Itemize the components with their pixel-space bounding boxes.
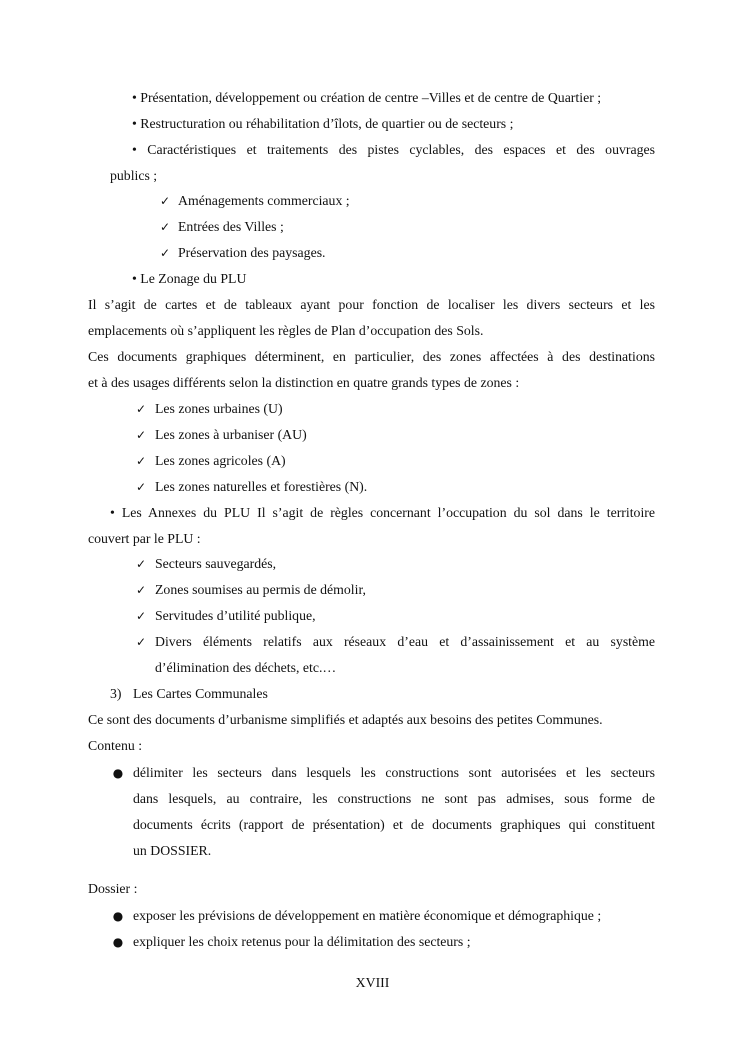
checkmark-icon: ✓	[159, 220, 171, 234]
zone-item: Les zones à urbaniser (AU)	[155, 427, 307, 442]
checkmark-icon: ✓	[135, 609, 147, 623]
contenu-label: Contenu :	[88, 738, 143, 753]
bullet-caracteristiques-cont: publics ;	[110, 168, 158, 183]
annex-item: Zones soumises au permis de démolir,	[155, 582, 366, 597]
annex-item: Divers éléments relatifs aux réseaux d’eau et d’assainissement et au système	[155, 634, 655, 649]
annex-item: Secteurs sauvegardés,	[155, 556, 277, 571]
paragraph-line: emplacements où s’appliquent les règles de Plan d’occupation des Sols.	[88, 323, 484, 338]
sub-item: Aménagements commerciaux ;	[178, 193, 350, 208]
bullet-zonage: • Le Zonage du PLU	[132, 271, 247, 286]
bullet-presentation: • Présentation, développement ou création de centre –Villes et de centre de Quartier ;	[132, 90, 602, 105]
paragraph-line: Ces documents graphiques déterminent, en particulier, des zones affectées à des destinations	[88, 349, 655, 364]
section-title: Les Cartes Communales	[133, 686, 268, 701]
bullet-restructuration: • Restructuration ou réhabilitation d’îlots, de quartier ou de secteurs ;	[132, 116, 514, 131]
zone-item: Les zones agricoles (A)	[155, 453, 286, 468]
checkmark-icon: ✓	[159, 194, 171, 208]
page-number: XVIII	[355, 975, 390, 990]
bullet-dot-icon: ●	[112, 766, 124, 780]
bullet-dot-icon: ●	[112, 935, 124, 949]
section-number: 3)	[110, 686, 122, 701]
checkmark-icon: ✓	[135, 583, 147, 597]
contenu-item-line: documents écrits (rapport de présentation) et de documents graphiques qui constituent	[133, 817, 655, 832]
contenu-item-line: un DOSSIER.	[133, 843, 212, 858]
checkmark-icon: ✓	[135, 635, 147, 649]
annex-item-cont: d’élimination des déchets, etc.…	[155, 660, 337, 675]
dossier-item: expliquer les choix retenus pour la délimitation des secteurs ;	[133, 934, 471, 949]
checkmark-icon: ✓	[135, 454, 147, 468]
bullet-annexes-cont: couvert par le PLU :	[88, 531, 201, 546]
sub-item: Entrées des Villes ;	[178, 219, 284, 234]
contenu-item-line: délimiter les secteurs dans lesquels les constructions sont autorisées et les secteurs	[133, 765, 655, 780]
checkmark-icon: ✓	[135, 557, 147, 571]
checkmark-icon: ✓	[135, 480, 147, 494]
bullet-annexes: • Les Annexes du PLU Il s’agit de règles concernant l’occupation du sol dans le territoire	[110, 505, 655, 520]
paragraph-line: et à des usages différents selon la distinction en quatre grands types de zones :	[88, 375, 520, 390]
sub-item: Préservation des paysages.	[178, 245, 326, 260]
zone-item: Les zones urbaines (U)	[155, 401, 283, 416]
checkmark-icon: ✓	[135, 428, 147, 442]
dossier-label: Dossier :	[88, 881, 138, 896]
dossier-item: exposer les prévisions de développement en matière économique et démographique ;	[133, 908, 602, 923]
checkmark-icon: ✓	[159, 246, 171, 260]
contenu-item-line: dans lesquels, au contraire, les constructions ne sont pas admises, sous forme de	[133, 791, 655, 806]
bullet-caracteristiques: • Caractéristiques et traitements des pistes cyclables, des espaces et des ouvrages	[132, 142, 655, 157]
checkmark-icon: ✓	[135, 402, 147, 416]
paragraph-line: Il s’agit de cartes et de tableaux ayant pour fonction de localiser les divers secteurs et les	[88, 297, 655, 312]
paragraph-line: Ce sont des documents d’urbanisme simplifiés et adaptés aux besoins des petites Communes.	[88, 712, 603, 727]
annex-item: Servitudes d’utilité publique,	[155, 608, 316, 623]
bullet-dot-icon: ●	[112, 909, 124, 923]
zone-item: Les zones naturelles et forestières (N).	[155, 479, 368, 494]
